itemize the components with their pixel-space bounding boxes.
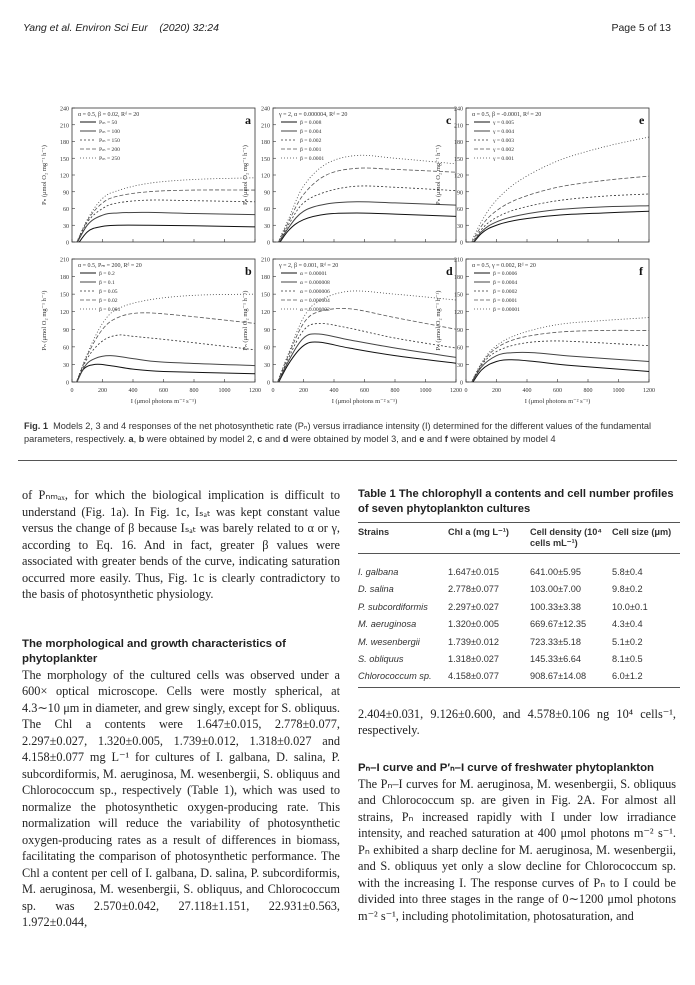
y-tick-label: 210 bbox=[454, 123, 463, 130]
value-cell: 5.8±0.4 bbox=[612, 567, 643, 577]
table-row bbox=[358, 616, 680, 633]
value-cell: 10.0±0.1 bbox=[612, 601, 648, 612]
table-row bbox=[358, 581, 680, 598]
y-tick-label: 0 bbox=[267, 240, 270, 247]
y-tick-label: 150 bbox=[261, 292, 270, 299]
body-paragraph: The morphology of the cultured cells was observed under a 600× optical microscope. Cells were mostly spherical, at 4.3∼10 μm in diameter, and grew singly, except for S. obliquus. The Chl a contents were 1.647±0.015, 2.778±0.077, 2.297±0.027, 1.320±0.005, 1.739±0.012, 1.318±0.027 and 4.158±0.077 mg L⁻¹ for cultures of I. galbana, D. salina, P. subcordiformis, M. aeruginosa, M. wesenbergii, S. obliquus and Chlorococcum sp., respectively (Table 1), which was used to normalize the photosynthetic oxygen-producing rate. This normalization will reduce the variability of photosynthetic oxygen-producing rates as a result of differences in biomass, facilitating the comparison of photosynthetic performance. The Chl a content per cell of I. galbana, D. salina, P. subcordiformis, M. aeruginosa, M. wesenbergii, S. obliquus, and Chlorococcum sp. was 2.570±0.042, 27.118±1.151, 22.931±0.563, 1.972±0.044, bbox=[22, 667, 340, 929]
strain-name-cell: D. salina bbox=[358, 584, 394, 595]
y-tick-label: 240 bbox=[60, 106, 69, 113]
section-heading: The morphological and growth characteristics of phytoplankter bbox=[22, 637, 286, 665]
y-tick-label: 240 bbox=[454, 106, 463, 113]
y-tick-label: 120 bbox=[261, 310, 270, 317]
series-line bbox=[273, 334, 456, 394]
right-column bbox=[358, 487, 676, 924]
y-tick-label: 180 bbox=[454, 275, 463, 282]
x-tick-label: 200 bbox=[98, 388, 107, 394]
panel-letter: f bbox=[639, 264, 643, 278]
y-tick-label: 30 bbox=[63, 362, 69, 369]
legend-label: β = 0.05 bbox=[99, 289, 118, 295]
y-tick-label: 150 bbox=[60, 292, 69, 299]
y-tick-label: 180 bbox=[454, 140, 463, 146]
legend-label: α = 0.000002 bbox=[300, 307, 330, 313]
y-tick-label: 90 bbox=[457, 190, 463, 197]
x-tick-label: 1000 bbox=[419, 388, 432, 394]
value-cell: 908.67±14.08 bbox=[530, 668, 612, 687]
y-tick-label: 120 bbox=[60, 310, 69, 317]
x-tick-label: 800 bbox=[583, 388, 593, 394]
table-row bbox=[358, 554, 680, 582]
panel-letter: e bbox=[639, 113, 645, 127]
y-tick-label: 210 bbox=[60, 123, 69, 130]
strain-name-cell: M. wesenbergii bbox=[358, 636, 420, 647]
y-tick-label: 60 bbox=[264, 345, 270, 352]
legend-label: β = 0.0006 bbox=[493, 271, 518, 277]
y-tick-label: 30 bbox=[457, 223, 463, 230]
legend-label: γ = 0.004 bbox=[493, 129, 515, 135]
x-axis-label: I (μmol photons m⁻² s⁻¹) bbox=[331, 398, 398, 405]
col-header: Cell size (μm) bbox=[612, 523, 680, 554]
y-tick-label: 180 bbox=[261, 140, 270, 146]
legend-label: γ = 0.005 bbox=[493, 120, 515, 126]
y-tick-label: 30 bbox=[264, 362, 270, 369]
y-axis-label: Pₙ (μmol O₂ mg⁻¹ h⁻¹) bbox=[242, 290, 249, 351]
strain-name-cell: I. galbana bbox=[358, 567, 399, 577]
legend-label: β = 0.001 bbox=[99, 307, 121, 313]
y-tick-label: 90 bbox=[264, 327, 270, 334]
x-tick-label: 200 bbox=[492, 388, 501, 394]
x-tick-label: 400 bbox=[329, 388, 339, 394]
panel-letter: d bbox=[446, 264, 453, 278]
legend-label: Pₘ = 100 bbox=[99, 129, 120, 135]
series-line bbox=[72, 190, 255, 253]
x-tick-label: 600 bbox=[360, 388, 369, 394]
left-column bbox=[22, 487, 340, 931]
panel-parameters: α = 0.5, β = 0.02, Rᵈ = 20 bbox=[78, 112, 140, 118]
value-cell: 2.297±0.027 bbox=[448, 601, 500, 612]
legend-label: Pₘ = 150 bbox=[99, 138, 120, 144]
table-row bbox=[358, 668, 680, 687]
panel-parameters: α = 0.5, β = -0.0001, Rᵈ = 20 bbox=[472, 112, 542, 118]
y-tick-label: 60 bbox=[457, 345, 463, 352]
panel-parameters: γ = 2, β = 0.001, Rᵈ = 20 bbox=[279, 263, 339, 269]
y-tick-label: 90 bbox=[63, 190, 69, 197]
series-line bbox=[466, 330, 649, 393]
x-tick-label: 0 bbox=[271, 388, 275, 394]
y-tick-label: 180 bbox=[60, 275, 69, 282]
legend-label: β = 0.00001 bbox=[493, 307, 520, 313]
series-line bbox=[72, 212, 255, 253]
table-row bbox=[358, 634, 680, 651]
y-tick-label: 120 bbox=[454, 310, 463, 317]
strain-name-cell: P. subcordiformis bbox=[358, 601, 428, 612]
y-tick-label: 90 bbox=[457, 327, 463, 334]
x-tick-label: 200 bbox=[299, 388, 308, 394]
value-cell: 1.318±0.027 bbox=[448, 654, 500, 665]
series-line bbox=[273, 186, 456, 253]
panel-letter: b bbox=[245, 264, 252, 278]
panel-frame bbox=[273, 259, 456, 382]
legend-label: β = 0.008 bbox=[300, 120, 322, 126]
y-tick-label: 60 bbox=[457, 207, 463, 213]
body-paragraph: 2.404±0.031, 9.126±0.600, and 4.578±0.106 ng 10⁴ cells⁻¹, respectively. bbox=[358, 706, 676, 738]
y-tick-label: 240 bbox=[261, 106, 270, 113]
panel-parameters: α = 0.5, Pₘ = 200, Rᵈ = 20 bbox=[78, 263, 142, 269]
y-axis-label: Pₙ (μmol O₂ mg⁻¹ h⁻¹) bbox=[435, 145, 442, 205]
legend-label: β = 0.001 bbox=[300, 147, 322, 153]
value-cell: 145.33±6.64 bbox=[530, 654, 582, 665]
y-tick-label: 210 bbox=[261, 123, 270, 130]
x-axis-label: I (μmol photons m⁻² s⁻¹) bbox=[524, 398, 591, 405]
y-tick-label: 210 bbox=[261, 257, 270, 264]
y-tick-label: 0 bbox=[460, 240, 463, 247]
y-tick-label: 0 bbox=[267, 380, 270, 387]
series-line bbox=[273, 342, 456, 394]
page-number: Page 5 of 13 bbox=[611, 22, 671, 34]
value-cell: 8.1±0.5 bbox=[612, 654, 643, 665]
y-tick-label: 30 bbox=[63, 223, 69, 230]
body-paragraph: of Pₙₘₐₓ, for which the biological implication is difficult to understand (Fig. 1a). In Fig. 1c, Iₛₐₜ was kept constant value versus the change of β because Iₛₐₜ was barely related to α or γ, according to Eq. 16. And in fact, greater β values were associated with greater bends of the curve, indicating saturation occurred more easily. Thus, Fig. 1c is clearly contradictory to the basis of photosynthetic physiology. bbox=[22, 488, 340, 601]
series-line bbox=[273, 202, 456, 253]
panel-parameters: γ = 2, α = 0.000004, Rᵈ = 20 bbox=[279, 112, 348, 118]
x-tick-label: 800 bbox=[189, 388, 199, 394]
value-cell: 723.33±5.18 bbox=[530, 636, 582, 647]
y-tick-label: 150 bbox=[261, 156, 270, 163]
figure-caption: Fig. 1 Models 2, 3 and 4 responses of the net photosynthetic rate (Pₙ) versus irradiance intensity (I) determined for the different values of the fundamental parameters, respectively. a, b were obtained by model 2, c and d were obtained by model 3, and e and f were obtained by model 4 bbox=[24, 421, 652, 444]
strain-name-cell: M. aeruginosa bbox=[358, 619, 417, 630]
legend-label: α = 0.00001 bbox=[300, 271, 328, 277]
value-cell: 103.00±7.00 bbox=[530, 584, 582, 595]
x-tick-label: 400 bbox=[522, 388, 532, 394]
value-cell: 100.33±3.38 bbox=[530, 601, 582, 612]
value-cell: 1.647±0.015 bbox=[448, 567, 500, 577]
y-tick-label: 0 bbox=[460, 380, 463, 387]
value-cell: 4.158±0.077 bbox=[448, 668, 530, 687]
x-tick-label: 1000 bbox=[218, 388, 231, 394]
legend-label: β = 0.0002 bbox=[493, 289, 518, 295]
series-line bbox=[273, 323, 456, 393]
legend-label: Pₘ = 50 bbox=[99, 120, 118, 126]
table-header-row bbox=[358, 523, 680, 554]
col-header: Cell density (10⁴ cells mL⁻¹) bbox=[530, 523, 612, 554]
value-cell: 6.0±1.2 bbox=[612, 668, 680, 687]
y-tick-label: 150 bbox=[60, 156, 69, 163]
strain-name-cell: S. obliquus bbox=[358, 654, 404, 665]
section-heading: Pₙ–I curve and P′ₙ–I curve of freshwater phytoplankton bbox=[358, 761, 655, 774]
y-tick-label: 120 bbox=[454, 173, 463, 180]
y-tick-label: 150 bbox=[454, 156, 463, 163]
panel-letter: a bbox=[245, 113, 251, 127]
x-tick-label: 0 bbox=[464, 388, 468, 394]
y-tick-label: 120 bbox=[60, 173, 69, 180]
section-divider bbox=[18, 460, 677, 461]
running-head-citation: Yang et al. Environ Sci Eur (2020) 32:24 bbox=[23, 22, 219, 34]
y-axis-label: Pₙ (μmol O₂ mg⁻¹ h⁻¹) bbox=[242, 145, 249, 205]
value-cell: 2.778±0.077 bbox=[448, 584, 500, 595]
col-header: Strains bbox=[358, 523, 448, 554]
y-tick-label: 90 bbox=[264, 190, 270, 197]
series-line bbox=[466, 211, 649, 253]
y-tick-label: 30 bbox=[457, 362, 463, 369]
legend-label: Pₘ = 200 bbox=[99, 147, 120, 153]
value-cell: 5.1±0.2 bbox=[612, 636, 643, 647]
table-row bbox=[358, 651, 680, 668]
legend-label: Pₘ = 250 bbox=[99, 156, 120, 162]
x-tick-label: 0 bbox=[70, 388, 74, 394]
table-row bbox=[358, 599, 680, 616]
y-tick-label: 60 bbox=[63, 345, 69, 352]
y-tick-label: 180 bbox=[60, 140, 69, 146]
series-line bbox=[273, 213, 456, 253]
value-cell: 4.3±0.4 bbox=[612, 619, 643, 630]
x-tick-label: 600 bbox=[159, 388, 168, 394]
y-axis-label: Pₙ (μmol O₂ mg⁻¹ h⁻¹) bbox=[435, 290, 442, 351]
panel-letter: c bbox=[446, 113, 452, 127]
y-tick-label: 60 bbox=[63, 207, 69, 213]
x-tick-label: 1200 bbox=[643, 388, 655, 394]
y-tick-label: 90 bbox=[63, 327, 69, 334]
y-tick-label: 0 bbox=[66, 380, 69, 387]
x-tick-label: 1200 bbox=[249, 388, 261, 394]
y-axis-label: Pₙ (μmol O₂ mg⁻¹ h⁻¹) bbox=[41, 290, 48, 351]
body-paragraph: The Pₙ–I curves for M. aeruginosa, M. wesenbergii, S. obliquus and Chlorococcum sp. are given in Fig. 2A. For almost all strains, Pₙ increased rapidly with I under low irradiance intensity, and reached saturation at 400 μmol photons m⁻² s⁻¹. Pₙ exhibited a sharp decline for M. aeruginosa, M. wesenbergii, and S. obliquus yet only a slow decline for Chlorococcum sp. with the increasing I. The response curves of Pₙ to I could be divided into three stages in the range of 0∼1200 μmol photons m⁻² s⁻¹, including photolimitation, photosaturation, and bbox=[358, 776, 676, 923]
table-title: Table 1 The chlorophyll a contents and cell number profiles of seven phytoplankton cultures bbox=[358, 488, 674, 515]
y-tick-label: 180 bbox=[261, 275, 270, 282]
legend-label: γ = 0.001 bbox=[493, 156, 515, 162]
y-tick-label: 210 bbox=[454, 257, 463, 264]
value-cell: 641.00±5.95 bbox=[530, 567, 582, 577]
series-line bbox=[466, 137, 649, 253]
legend-label: β = 0.0004 bbox=[493, 280, 518, 286]
value-cell: 669.67±12.35 bbox=[530, 619, 587, 630]
legend-label: β = 0.02 bbox=[99, 298, 118, 304]
legend-label: β = 0.002 bbox=[300, 138, 322, 144]
y-tick-label: 0 bbox=[66, 240, 69, 247]
y-tick-label: 60 bbox=[264, 207, 270, 213]
y-tick-label: 210 bbox=[60, 257, 69, 264]
legend-label: β = 0.004 bbox=[300, 129, 322, 135]
figure-1-panels bbox=[30, 96, 670, 416]
table-1 bbox=[358, 522, 680, 688]
legend-label: α = 0.000008 bbox=[300, 280, 330, 286]
x-tick-label: 400 bbox=[128, 388, 138, 394]
legend-label: β = 0.2 bbox=[99, 271, 115, 277]
col-header: Chl a (mg L⁻¹) bbox=[448, 523, 530, 554]
y-axis-label: Pₙ (μmol O₂ mg⁻¹ h⁻¹) bbox=[41, 145, 48, 205]
legend-label: γ = 0.002 bbox=[493, 147, 515, 153]
strain-name-cell: Chlorococcum sp. bbox=[358, 668, 448, 687]
x-tick-label: 1000 bbox=[612, 388, 625, 394]
x-axis-label: I (μmol photons m⁻² s⁻¹) bbox=[130, 398, 197, 405]
legend-label: β = 0.1 bbox=[99, 280, 115, 286]
value-cell: 1.739±0.012 bbox=[448, 636, 500, 647]
legend-label: α = 0.000006 bbox=[300, 289, 330, 295]
x-tick-label: 1200 bbox=[450, 388, 462, 394]
series-line bbox=[466, 341, 649, 394]
value-cell: 1.320±0.005 bbox=[448, 619, 500, 630]
y-tick-label: 120 bbox=[261, 173, 270, 180]
legend-label: α = 0.000004 bbox=[300, 298, 330, 304]
legend-label: β = 0.0001 bbox=[300, 156, 325, 162]
value-cell: 9.8±0.2 bbox=[612, 584, 643, 595]
y-tick-label: 150 bbox=[454, 292, 463, 299]
legend-label: γ = 0.003 bbox=[493, 138, 515, 144]
x-tick-label: 600 bbox=[553, 388, 562, 394]
y-tick-label: 30 bbox=[264, 223, 270, 230]
panel-parameters: α = 0.5, γ = 0.002, Rᵈ = 20 bbox=[472, 263, 536, 269]
legend-label: β = 0.0001 bbox=[493, 298, 518, 304]
x-tick-label: 800 bbox=[390, 388, 400, 394]
panel-frame bbox=[466, 259, 649, 382]
